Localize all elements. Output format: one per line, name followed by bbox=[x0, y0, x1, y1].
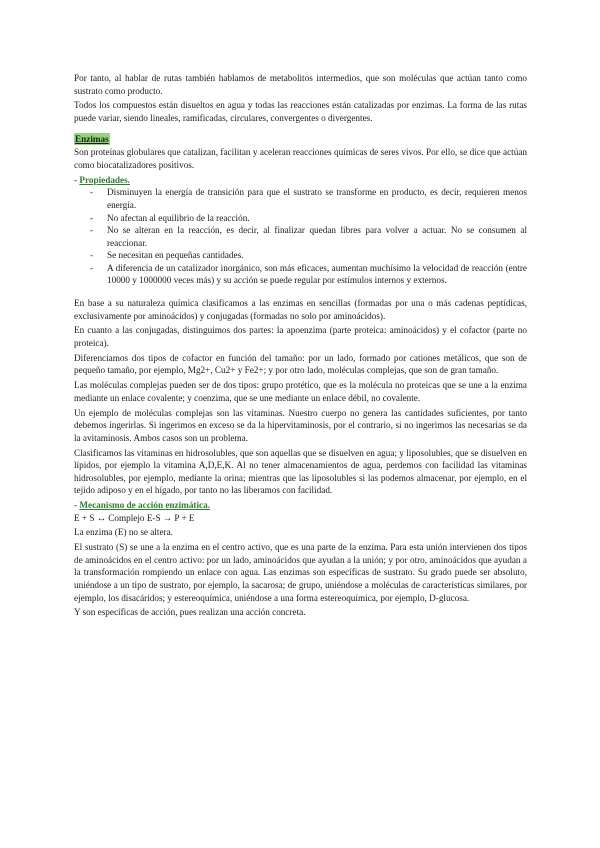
body-paragraph-conjugadas: En cuanto a las conjugadas, distinguimos dos partes: la apoenzima (parte proteica: aminoácidos) y el cofactor (parte no proteica). bbox=[74, 325, 527, 349]
mechanism-paragraph-2: Y son específicas de acción, pues realizan una acción concreta. bbox=[74, 607, 306, 618]
body-paragraph-classification: En base a su naturaleza química clasificamos a las enzimas en sencillas (formadas por una o más cadenas peptídicas, exclusivamente por aminoácidos) y conjugadas (formadas no solo por aminoácidos). bbox=[74, 298, 527, 321]
section-title-enzimas: Enzimas bbox=[75, 133, 109, 144]
properties-title: Propiedades. bbox=[79, 174, 130, 185]
mechanism-note: La enzima (E) no se altera. bbox=[74, 527, 173, 538]
mechanism-prefix: - bbox=[74, 500, 80, 511]
list-item: - Disminuyen la energía de transición para que el sustrato se transforme en producto, es decir, requieren menos energía. bbox=[74, 186, 527, 211]
section-intro: Son proteínas globulares que catalizan, facilitan y aceleran reacciones químicas de seres vivos. Por ello, se dice que actúan como biocatalizadores positivos. bbox=[74, 147, 527, 170]
body-paragraph-clasificacion-vitaminas: Clasificamos las vitaminas en hidrosolubles, que son aquellas que se disuelven en agua; y liposolubles, que se disuelven en lípidos, por ejemplo la vitamina A,D,E,K. Al no tener almacenamientos de agua, perdemos con facilidad las vitaminas hidrosolubles, por ejemplo, mediante la orina; mientras que las liposolubles si las podemos almacenar, por ejemplo, en el tejido adiposo y en el hígado, por tanto no las liberamos con facilidad. bbox=[74, 447, 527, 496]
properties-heading bbox=[74, 174, 527, 187]
properties-list bbox=[74, 186, 527, 287]
intro-paragraph-2: Todos los compuestos están disueltos en agua y todas las reacciones están catalizadas por enzimas. La forma de las rutas puede variar, siendo lineales, ramificadas, circulares, convergentes o divergentes. bbox=[74, 100, 527, 123]
body-paragraph-complejas: Las moléculas complejas pueden ser de dos tipos: grupo protético, que es la molécula no proteicas que se une a la enzima mediante un enlace covalente; y coenzima, que se une mediante un enlace débil, no covalente. bbox=[74, 380, 527, 403]
body-paragraph-cofactor: Diferenciamos dos tipos de cofactor en función del tamaño: por un lado, formado por cationes metálicos, que son de pequeño tamaño, por ejemplo, Mg2+, Cu2+ y Fe2+; y por otro lado, moléculas complejas, que son de gran tamaño. bbox=[74, 352, 527, 376]
list-item: - No afectan al equilibrio de la reacción. bbox=[74, 212, 527, 225]
properties-prefix: - bbox=[74, 174, 80, 185]
mechanism-title: Mecanismo de acción enzimática. bbox=[79, 500, 210, 511]
body-paragraph-vitaminas: Un ejemplo de moléculas complejas son las vitaminas. Nuestro cuerpo no genera las cantidades suficientes, por tanto debemos ingerirlas. Si ingerimos en exceso se da la hipervitaminosis, por el contrario, si no ingerimos las necesarias se da la avitaminosis. Ambos casos son un problema. bbox=[74, 407, 527, 443]
mechanism-equation: E + S ↔ Complejo E-S → P + E bbox=[74, 512, 195, 523]
list-item: - No se alteran en la reacción, es decir, al finalizar quedan libres para volver a actuar. No se consumen al reaccionar. bbox=[74, 224, 527, 249]
list-item: - A diferencia de un catalizador inorgánico, son más eficaces, aumentan muchísimo la velocidad de reacción (entre 10000 y 1000000 veces más) y su acción se puede regular por estímulos internos y externos. bbox=[74, 262, 527, 287]
intro-paragraph-1: Por tanto, al hablar de rutas también hablamos de metabolitos intermedios, que son moléculas que actúan tanto como sustrato como producto. bbox=[74, 73, 527, 96]
document-body bbox=[74, 72, 527, 621]
list-item: - Se necesitan en pequeñas cantidades. bbox=[74, 249, 527, 262]
mechanism-paragraph-1: El sustrato (S) se une a la enzima en el centro activo, que es una parte de la enzima. Para esta unión intervienen dos tipos de aminoácidos en el centro activo: por un lado, aminoácidos que ayudan a la unión; y por otro, aminoácidos que ayudan a la transformación rompiendo un enlace con agua. Las enzimas son específicas de sustrato. Su grado puede ser absoluto, uniéndose a un tipo de sustrato, por ejemplo, la sacarosa; de grupo, uniéndose a moléculas de características similares, por ejemplo, los disacáridos; y estereoquímica, uniéndose a una forma estereoquímica, por ejemplo, D-glucosa. bbox=[74, 542, 527, 603]
mechanism-heading bbox=[74, 499, 527, 512]
